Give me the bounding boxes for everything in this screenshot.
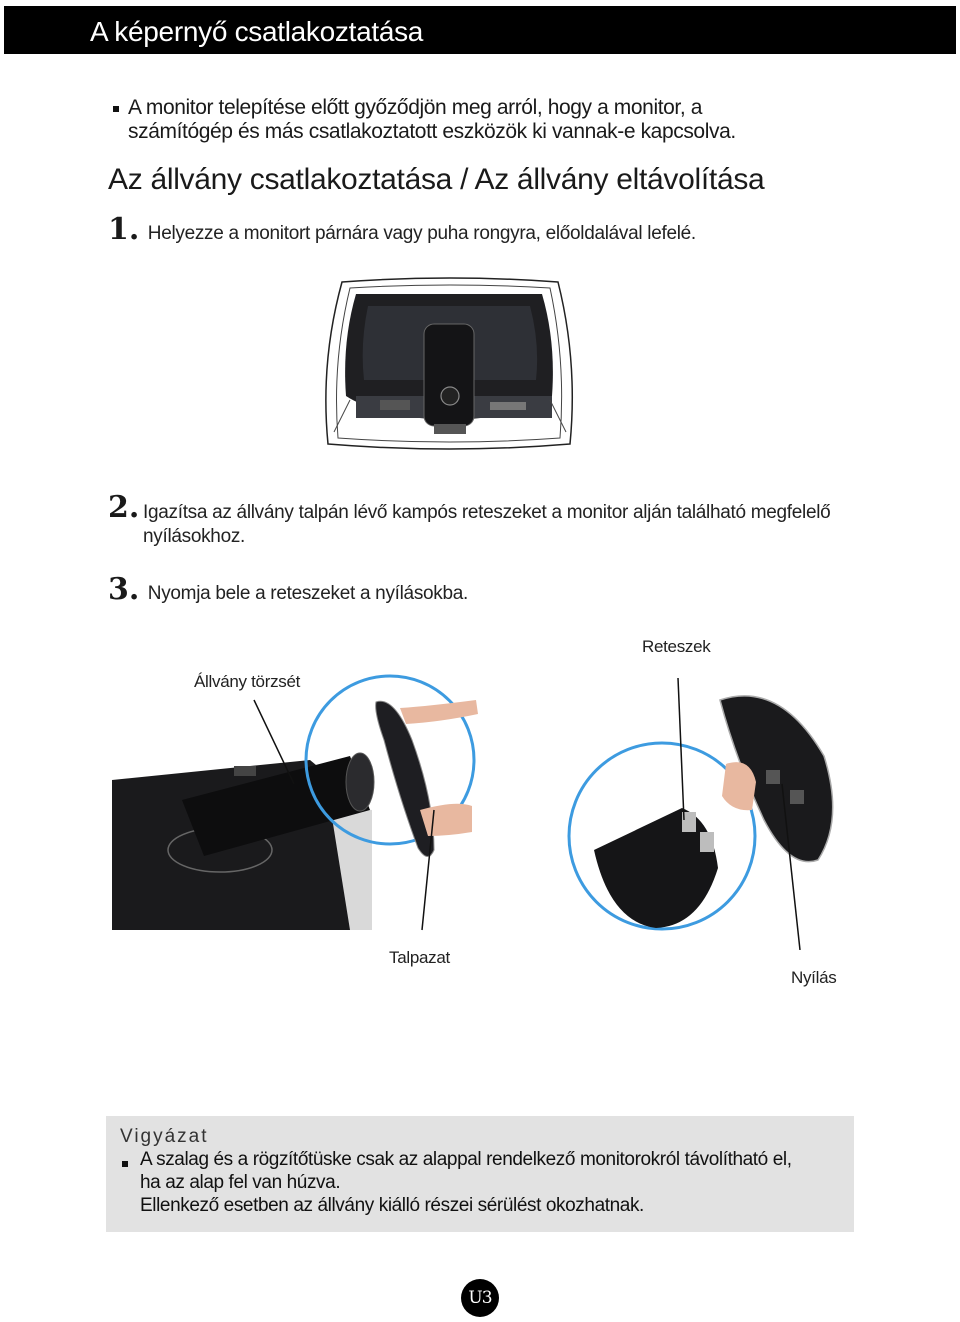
step-2	[108, 490, 139, 525]
label-base: Talpazat	[389, 948, 450, 967]
step-2-line-2: nyílásokhoz.	[143, 526, 246, 547]
caution-line-1: A szalag és a rögzítőtüske csak az alappal rendelkező monitorokról távolítható el,	[140, 1149, 792, 1170]
monitor-face-down-illustration	[320, 272, 580, 454]
bullet-icon	[113, 106, 119, 112]
step-3-text: Nyomja bele a reteszeket a nyílásokba.	[147, 583, 469, 604]
step-1-text: Helyezze a monitort párnára vagy puha rongyra, előoldalával lefelé.	[147, 223, 696, 244]
bullet-icon	[122, 1161, 128, 1167]
step-2-line-1: Igazítsa az állvány talpán lévő kampós reteszeket a monitor alján található megfelelő	[143, 502, 831, 523]
intro-line-1: A monitor telepítése előtt győződjön meg arról, hogy a monitor, a	[128, 96, 703, 119]
caution-title: Vigyázat	[120, 1126, 209, 1147]
label-slot: Nyílás	[791, 968, 837, 987]
step-1-number: 1.	[108, 212, 140, 247]
section-title: Az állvány csatlakoztatása / Az állvány eltávolítása	[108, 163, 765, 196]
header-bar	[4, 6, 956, 54]
caution-line-2: ha az alap fel van húzva.	[140, 1172, 341, 1193]
caution-text	[140, 1148, 792, 1217]
intro-line-2: számítógép és más csatlakoztatott eszközök ki vannak-e kapcsolva.	[128, 120, 736, 143]
caution-box	[106, 1116, 854, 1232]
intro-note	[128, 96, 848, 144]
step-3	[108, 572, 468, 607]
stand-assembly-illustration	[100, 660, 860, 950]
page-title: A képernyő csatlakoztatása	[90, 16, 424, 47]
step-3-number: 3.	[108, 572, 140, 607]
label-stand-body: Állvány törzsét	[194, 672, 301, 691]
step-2-number: 2.	[108, 490, 140, 525]
step-1	[108, 212, 696, 247]
label-latches: Reteszek	[642, 637, 711, 656]
page-number-badge: U3	[461, 1279, 499, 1317]
step-2-text	[143, 501, 863, 549]
caution-line-3: Ellenkező esetben az állvány kiálló részei sérülést okozhatnak.	[140, 1195, 644, 1216]
